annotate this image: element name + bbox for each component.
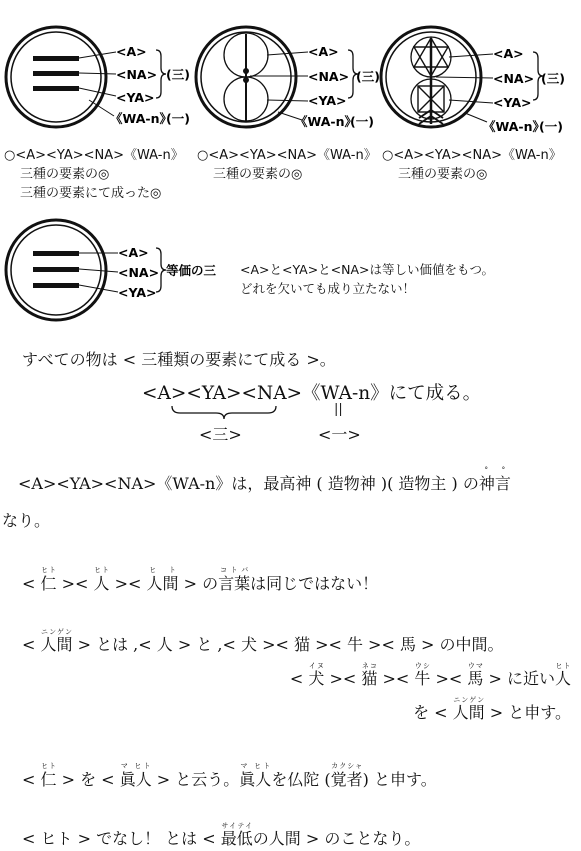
diagram-three-elements-3 (375, 0, 581, 140)
paragraph-three-kinds: すべての物は < 三種類の要素にて成る >。 (22, 350, 336, 369)
brace (156, 50, 166, 98)
diagram-three-elements-2 (190, 0, 390, 140)
formula-one-label: <一> (318, 425, 361, 444)
label-ya: <YA> (308, 93, 347, 108)
equal-value-note (240, 260, 494, 298)
bar-top (33, 251, 79, 256)
paragraph-animals: < 犬イヌ >< 猫ネコ >< 牛ウシ >< 馬ウマ > に近い人ヒト (289, 662, 571, 688)
label-three: (三) (166, 67, 190, 82)
label-na: <NA> (308, 69, 350, 84)
center-dot (243, 68, 249, 74)
caption-3-line2: 三種の要素の◎ (398, 167, 488, 182)
bar-middle (33, 71, 79, 76)
label-na: <NA> (116, 67, 158, 82)
caption-3-line1: ○<A><YA><NA>《WA-n》 (382, 148, 562, 163)
label-a: <A> (308, 44, 339, 59)
bar-top (33, 56, 79, 61)
caption-2-line2: 三種の要素の◎ (213, 167, 303, 182)
outer-circle (6, 27, 106, 127)
label-ya: <YA> (116, 90, 155, 105)
caption-3 (382, 146, 562, 184)
paragraph-saitei: < ヒト > でなし！ とは < 最低サイテイの人間 > のことなり。 (22, 822, 421, 848)
formula-equal-sign: || (334, 402, 343, 417)
paragraph-hito-words: < 仁ヒト >< 人ヒト >< 人間ヒ ト > の言葉コトバは同じではない！ (22, 566, 379, 593)
label-three: (三) (541, 71, 565, 86)
pointer-a (79, 52, 116, 58)
paragraph-nari: なり。 (2, 511, 51, 530)
label-three: (三) (356, 69, 380, 84)
formula: <A><YA><NA>《WA-n》にて成る。 (142, 383, 482, 404)
formula-brace (170, 404, 280, 420)
label-a: <A> (118, 245, 149, 260)
label-wan: 《WA-n》 (110, 111, 172, 126)
diagram-equal-three (0, 218, 240, 326)
caption-2-line1: ○<A><YA><NA>《WA-n》 (197, 148, 377, 163)
label-one: (一) (166, 111, 190, 126)
label-a: <A> (116, 44, 147, 59)
label-one: (一) (350, 114, 374, 129)
label-na: <NA> (493, 71, 535, 86)
paragraph-ningen-mosu: を < 人間ニンゲン > と申す。 (413, 696, 571, 722)
label-ya: <YA> (118, 285, 157, 300)
center-dot-2 (243, 77, 249, 83)
bar-middle (33, 267, 79, 272)
label-na: <NA> (118, 265, 160, 280)
label-wan: 《WA-n》 (295, 114, 357, 129)
bar-bottom (33, 283, 79, 288)
bar-bottom (33, 86, 79, 91)
caption-1-line3: 三種の要素にて成った◎ (20, 186, 162, 201)
p2-text: <A><YA><NA>《WA-n》は，最高神 ( 造物神 )( 造物主 ) の (18, 474, 479, 493)
shingen-word: 神言° ° (478, 466, 511, 493)
label-ya: <YA> (493, 95, 532, 110)
diagram-three-elements-1 (0, 0, 200, 140)
caption-2 (197, 146, 377, 184)
pointer-na (79, 73, 116, 74)
inner-circle (11, 32, 101, 122)
label-one: (一) (539, 119, 563, 134)
caption-1-line2: 三種の要素の◎ (20, 167, 110, 182)
paragraph-ningen-middle: < 人間ニンゲン > とは ,< 人 > と ,< 犬 >< 猫 >< 牛 >< 馬 > の中間。 (22, 628, 504, 654)
note-line2: どれを欠いても成り立たない！ (240, 281, 416, 296)
caption-1-line1: ○<A><YA><NA>《WA-n》 (4, 148, 184, 163)
formula-three-label: <三> (199, 425, 242, 444)
label-equal-three: 等価の三 (166, 263, 217, 278)
label-a: <A> (493, 46, 524, 61)
label-wan: 《WA-n》 (483, 119, 545, 134)
note-line1: <A>と<YA>と<NA>は等しい価値をもつ。 (240, 262, 495, 277)
paragraph-mahito: < 仁ヒト > を < 眞人マ ヒト > と云う。眞人マ ヒトを仏陀 (覚者カクシャ) と申す。 (22, 762, 437, 789)
paragraph-supreme-god (18, 466, 511, 494)
caption-1 (4, 146, 184, 203)
